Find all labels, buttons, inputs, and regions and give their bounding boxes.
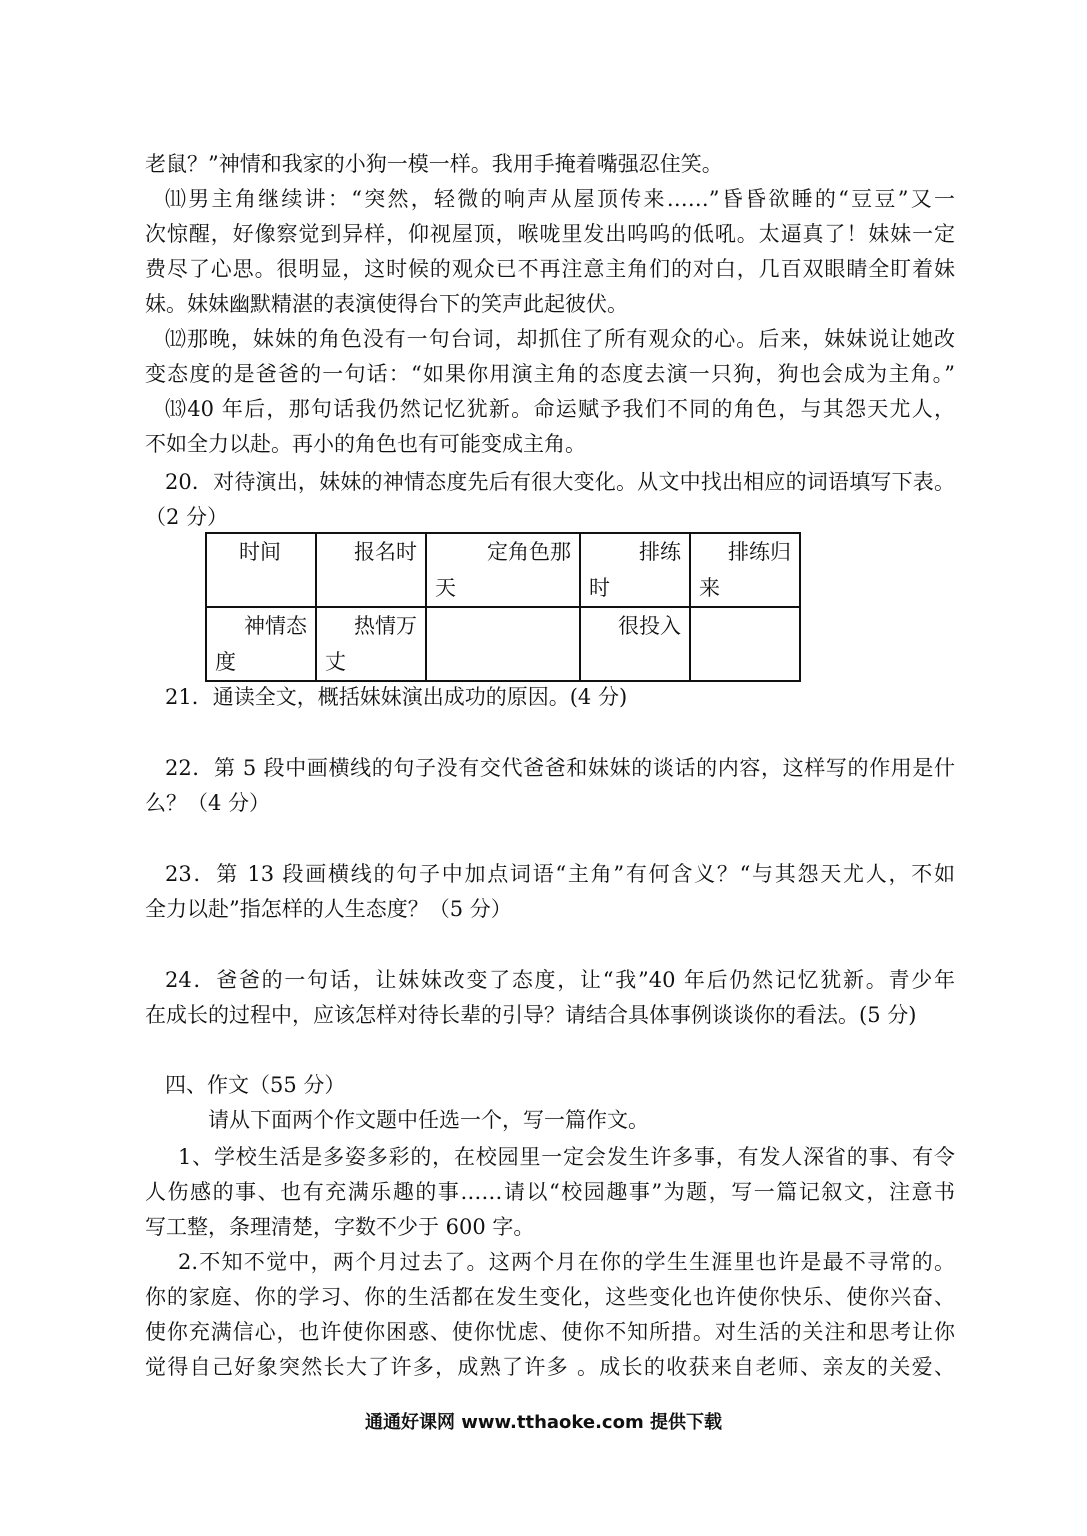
table-cell: 神情态 度 bbox=[206, 607, 316, 681]
composition-topic-2: 2.不知不觉中，两个月过去了。这两个月在你的学生生涯里也许是最不寻常的。 bbox=[178, 1250, 955, 1274]
paragraph-13-line: 不如全力以赴。再小的角色也有可能变成主角。 bbox=[145, 432, 586, 456]
table-cell: 排练 时 bbox=[580, 533, 690, 607]
composition-intro: 请从下面两个作文题中任选一个，写一篇作文。 bbox=[208, 1108, 649, 1132]
question-24-line: 在成长的过程中，应该怎样对待长辈的引导？请结合具体事例谈谈你的看法。(5 分) bbox=[145, 1003, 917, 1027]
composition-topic-2: 你的家庭、你的学习、你的生活都在发生变化，这些变化也许使你快乐、使你兴奋、 bbox=[145, 1285, 955, 1309]
question-20: 20．对待演出，妹妹的神情态度先后有很大变化。从文中找出相应的词语填写下表。 bbox=[165, 470, 955, 494]
table-cell: 很投入 bbox=[580, 607, 690, 681]
table-row bbox=[206, 607, 800, 681]
table-cell bbox=[690, 607, 800, 681]
question-22-points: 么？（4 分） bbox=[145, 791, 271, 815]
paragraph-10-end: 老鼠？”神情和我家的小狗一模一样。我用手掩着嘴强忍住笑。 bbox=[145, 152, 723, 176]
table-cell: 定角色那 天 bbox=[426, 533, 580, 607]
paragraph-11-line: 费尽了心思。很明显，这时候的观众已不再注意主角们的对白，几百双眼睛全盯着妹 bbox=[145, 257, 955, 281]
composition-topic-2: 觉得自己好象突然长大了许多，成熟了许多 。成长的收获来自老师、亲友的关爱、 bbox=[145, 1355, 955, 1379]
paragraph-12-line: 变态度的是爸爸的一句话：“如果你用演主角的态度去演一只狗，狗也会成为主角。” bbox=[145, 362, 955, 386]
answer-table bbox=[205, 532, 801, 682]
question-23: 23．第 13 段画横线的句子中加点词语“主角”有何含义？“与其怨天尤人，不如 bbox=[165, 862, 955, 886]
table-cell bbox=[426, 607, 580, 681]
composition-heading: 四、作文（55 分） bbox=[165, 1073, 346, 1097]
table-cell: 排练归 来 bbox=[690, 533, 800, 607]
question-20-points: （2 分） bbox=[145, 505, 229, 529]
question-21: 21．通读全文，概括妹妹演出成功的原因。(4 分) bbox=[165, 685, 628, 709]
question-22: 22．第 5 段中画横线的句子没有交代爸爸和妹妹的谈话的内容，这样写的作用是什 bbox=[165, 756, 955, 780]
table-cell: 报名时 bbox=[316, 533, 426, 607]
question-23-line: 全力以赴”指怎样的人生态度？（5 分） bbox=[145, 897, 512, 921]
table-cell: 热情万 丈 bbox=[316, 607, 426, 681]
composition-topic-1: 人伤感的事、也有充满乐趣的事……请以“校园趣事”为题，写一篇记叙文，注意书 bbox=[145, 1180, 955, 1204]
paragraph-12-line: ⑿那晚，妹妹的角色没有一句台词，却抓住了所有观众的心。后来，妹妹说让她改 bbox=[165, 327, 955, 351]
page-footer: 通通好课网 www.tthaoke.com 提供下载 bbox=[365, 1412, 722, 1433]
table-row bbox=[206, 533, 800, 607]
paragraph-13-line: ⒀40 年后，那句话我仍然记忆犹新。命运赋予我们不同的角色，与其怨天尤人， bbox=[165, 397, 955, 421]
composition-topic-2: 使你充满信心，也许使你困惑、使你忧虑、使你不知所措。对生活的关注和思考让你 bbox=[145, 1320, 955, 1344]
paragraph-11-line: ⑾男主角继续讲：“突然，轻微的响声从屋顶传来……”昏昏欲睡的“豆豆”又一 bbox=[165, 187, 955, 211]
question-24: 24．爸爸的一句话，让妹妹改变了态度，让“我”40 年后仍然记忆犹新。青少年 bbox=[165, 968, 955, 992]
table-cell: 时间 bbox=[206, 533, 316, 607]
composition-topic-1: 写工整，条理清楚，字数不少于 600 字。 bbox=[145, 1215, 535, 1239]
paragraph-11-line: 次惊醒，好像察觉到异样，仰视屋顶，喉咙里发出呜呜的低吼。太逼真了！妹妹一定 bbox=[145, 222, 955, 246]
paragraph-11-line: 妹。妹妹幽默精湛的表演使得台下的笑声此起彼伏。 bbox=[145, 292, 628, 316]
composition-topic-1: 1、学校生活是多姿多彩的，在校园里一定会发生许多事，有发人深省的事、有令 bbox=[178, 1145, 955, 1169]
